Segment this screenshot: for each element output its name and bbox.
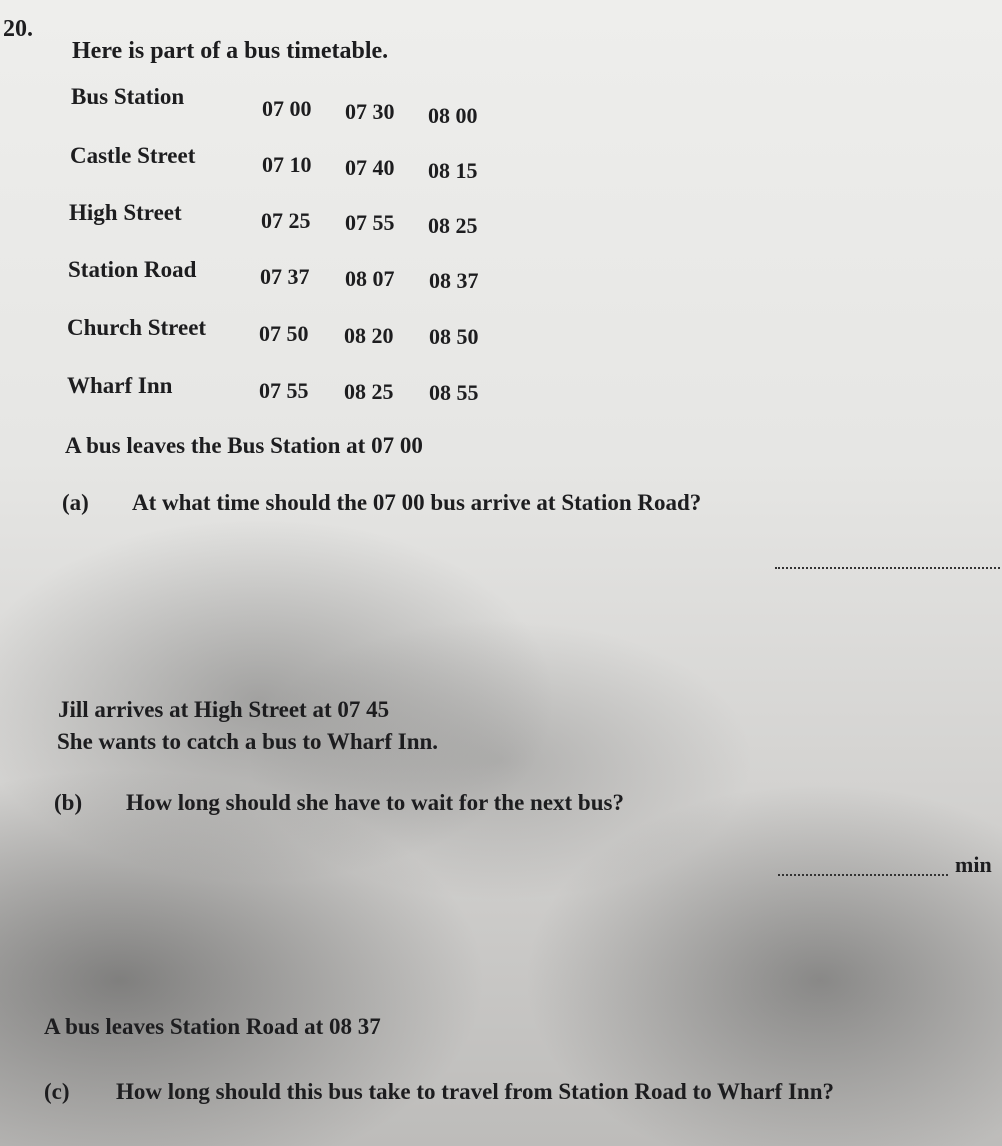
- timetable-time: 07 55: [345, 210, 395, 235]
- statement-bus-leaves: A bus leaves the Bus Station at 07 00: [65, 433, 423, 458]
- part-c-label: (c): [44, 1079, 70, 1104]
- timetable-time: 08 07: [345, 266, 395, 291]
- timetable-time: 07 10: [262, 152, 312, 177]
- timetable-time: 08 00: [428, 103, 478, 128]
- part-a-answer-line[interactable]: [775, 567, 1000, 569]
- timetable-time: 07 55: [259, 378, 309, 403]
- timetable-time: 07 40: [345, 155, 395, 180]
- question-number: 20.: [3, 16, 33, 42]
- timetable-time: 08 37: [429, 268, 479, 293]
- timetable-stop: Bus Station: [71, 84, 185, 109]
- timetable-time: 08 15: [428, 158, 478, 183]
- part-b-question: How long should she have to wait for the next bus?: [126, 790, 624, 815]
- part-b-label: (b): [54, 790, 83, 815]
- part-b-unit: min: [955, 852, 992, 877]
- timetable-time: 07 00: [262, 96, 312, 121]
- part-b-answer-line[interactable]: [778, 874, 948, 876]
- question-intro: Here is part of a bus timetable.: [72, 38, 389, 64]
- timetable-time: 07 25: [261, 208, 311, 233]
- timetable-time: 08 20: [344, 323, 394, 348]
- part-c-question: How long should this bus take to travel from Station Road to Wharf Inn?: [116, 1079, 834, 1104]
- timetable-stop: Church Street: [67, 315, 207, 340]
- timetable-time: 08 55: [429, 380, 479, 405]
- timetable-time: 08 25: [344, 379, 394, 404]
- timetable-time: 08 25: [428, 213, 478, 238]
- timetable-time: 08 50: [429, 324, 479, 349]
- part-a-label: (a): [62, 490, 89, 515]
- statement-jill-arrives: Jill arrives at High Street at 07 45: [58, 697, 390, 722]
- timetable-time: 07 30: [345, 99, 395, 124]
- timetable-stop: High Street: [69, 200, 182, 225]
- statement-jill-wants: She wants to catch a bus to Wharf Inn.: [57, 729, 439, 754]
- timetable-stop: Station Road: [68, 257, 197, 282]
- timetable-stop: Castle Street: [70, 143, 196, 168]
- timetable-time: 07 50: [259, 321, 309, 346]
- timetable-stop: Wharf Inn: [67, 373, 173, 398]
- statement-bus-leaves-station-road: A bus leaves Station Road at 08 37: [44, 1014, 381, 1039]
- part-a-question: At what time should the 07 00 bus arrive at Station Road?: [132, 490, 702, 515]
- timetable-time: 07 37: [260, 264, 310, 289]
